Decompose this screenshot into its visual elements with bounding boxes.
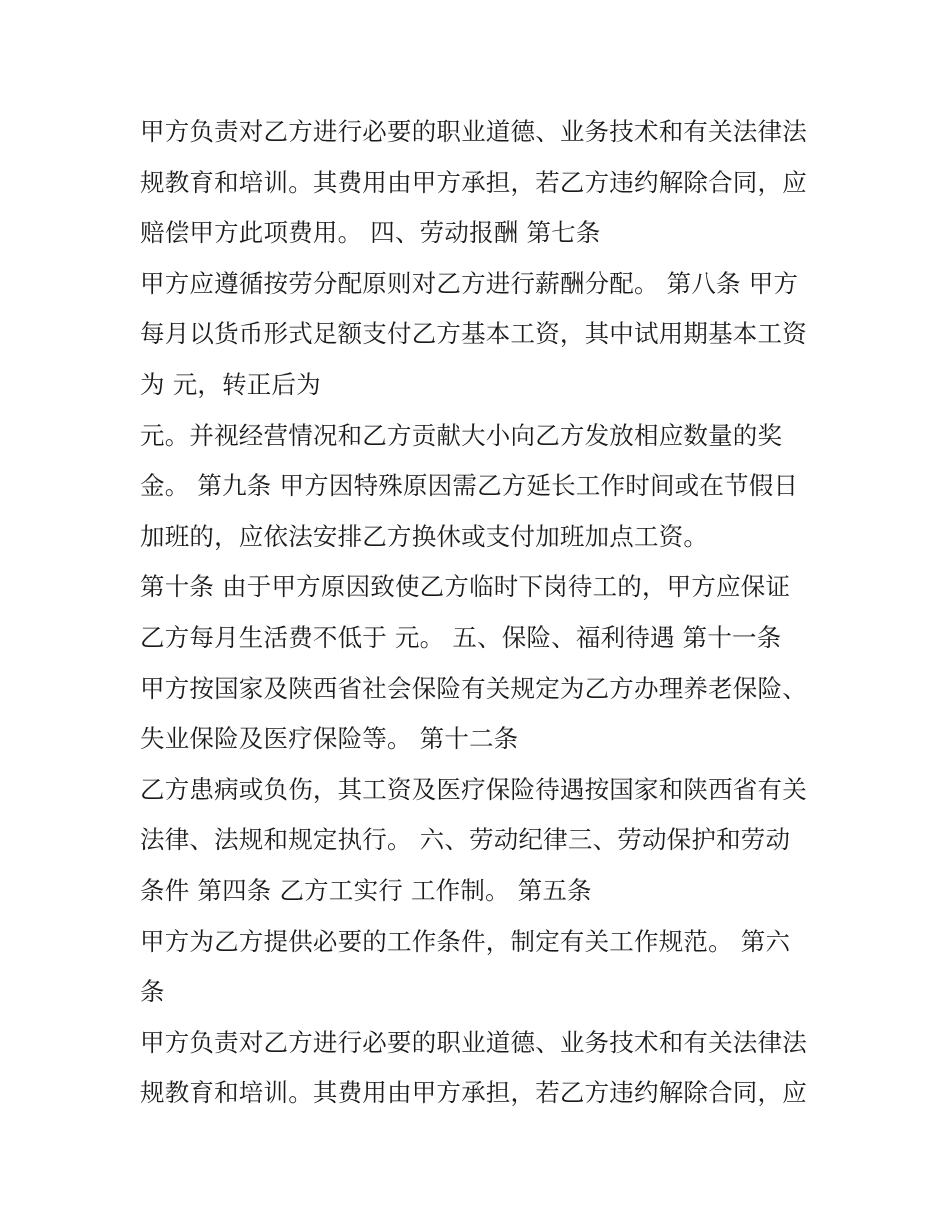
text-line: 条 [140, 977, 165, 1007]
text-line: 失业保险及医疗保险等。 第十二条 [140, 724, 519, 754]
text-line: 甲方负责对乙方进行必要的职业道德、业务技术和有关法律法 [140, 1027, 807, 1057]
text-line: 元。并视经营情况和乙方贡献大小向乙方发放相应数量的奖 [140, 420, 783, 450]
text-line: 条件 第四条 乙方工实行 工作制。 第五条 [140, 875, 592, 905]
document-body [140, 107, 830, 1119]
text-line: 赔偿甲方此项费用。 四、劳动报酬 第七条 [140, 218, 601, 248]
text-line: 规教育和培训。其费用由甲方承担，若乙方违约解除合同，应 [140, 167, 807, 197]
text-line: 甲方应遵循按劳分配原则对乙方进行薪酬分配。 第八条 甲方 [140, 268, 799, 298]
text-line: 乙方患病或负伤，其工资及医疗保险待遇按国家和陕西省有关 [140, 774, 807, 804]
text-line: 规教育和培训。其费用由甲方承担，若乙方违约解除合同，应 [140, 1078, 807, 1108]
text-line: 加班的，应依法安排乙方换休或支付加班加点工资。 [140, 521, 709, 551]
text-line: 第十条 由于甲方原因致使乙方临时下岗待工的，甲方应保证 [140, 572, 791, 602]
text-line: 甲方按国家及陕西省社会保险有关规定为乙方办理养老保险、 [140, 673, 807, 703]
text-line: 法律、法规和规定执行。 六、劳动纪律三、劳动保护和劳动 [140, 825, 791, 855]
text-line: 乙方每月生活费不低于 元。 五、保险、福利待遇 第十一条 [140, 622, 782, 652]
text-line: 金。 第九条 甲方因特殊原因需乙方延长工作时间或在节假日 [140, 471, 799, 501]
text-line: 甲方负责对乙方进行必要的职业道德、业务技术和有关法律法 [140, 117, 807, 146]
text-line: 每月以货币形式足额支付乙方基本工资，其中试用期基本工资 [140, 319, 807, 349]
text-line: 甲方为乙方提供必要的工作条件，制定有关工作规范。 第六 [140, 926, 791, 956]
text-line: 为 元，转正后为 [140, 369, 321, 399]
